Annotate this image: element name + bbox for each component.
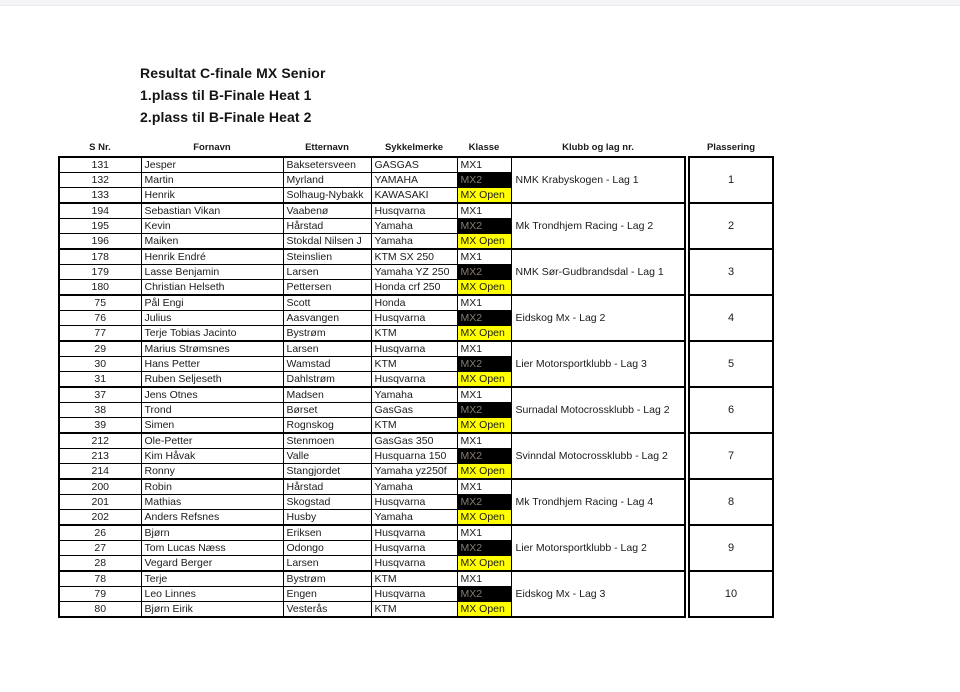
cell-klasse: MX2 xyxy=(457,541,511,556)
cell-snr: 38 xyxy=(59,403,141,418)
cell-snr: 178 xyxy=(59,249,141,265)
cell-klasse: MX Open xyxy=(457,418,511,434)
cell-sykkelmerke: Husqvarna xyxy=(371,372,457,388)
cell-fornavn: Kevin xyxy=(141,219,283,234)
cell-klubb: Lier Motorsportklubb - Lag 3 xyxy=(511,341,685,387)
header-row xyxy=(59,141,773,157)
cell-klasse: MX1 xyxy=(457,157,511,173)
cell-etternavn: Myrland xyxy=(283,173,371,188)
cell-fornavn: Terje xyxy=(141,571,283,587)
cell-etternavn: Wamstad xyxy=(283,357,371,372)
table-row xyxy=(59,295,773,311)
cell-etternavn: Larsen xyxy=(283,265,371,280)
column-header: Klubb og lag nr. xyxy=(562,141,634,153)
cell-sykkelmerke: Honda xyxy=(371,295,457,311)
cell-klasse: MX1 xyxy=(457,341,511,357)
cell-fornavn: Bjørn Eirik xyxy=(141,602,283,618)
cell-klasse: MX Open xyxy=(457,326,511,342)
column-header: Sykkelmerke xyxy=(384,141,444,153)
cell-snr: 28 xyxy=(59,556,141,572)
cell-etternavn: Valle xyxy=(283,449,371,464)
cell-etternavn: Hårstad xyxy=(283,219,371,234)
title-line-heat2: 2.plass til B-Finale Heat 2 xyxy=(140,109,312,125)
cell-plassering: 2 xyxy=(689,203,773,249)
cell-klasse: MX2 xyxy=(457,587,511,602)
cell-sykkelmerke: KTM xyxy=(371,602,457,618)
cell-sykkelmerke: Husqvarna xyxy=(371,495,457,510)
cell-klasse: MX1 xyxy=(457,525,511,541)
cell-klasse: MX2 xyxy=(457,357,511,372)
cell-plassering: 9 xyxy=(689,525,773,571)
cell-sykkelmerke: Yamaha yz250f xyxy=(371,464,457,480)
cell-snr: 79 xyxy=(59,587,141,602)
cell-plassering: 8 xyxy=(689,479,773,525)
cell-plassering: 10 xyxy=(689,571,773,617)
cell-klasse: MX1 xyxy=(457,249,511,265)
cell-etternavn: Aasvangen xyxy=(283,311,371,326)
table-row xyxy=(59,387,773,403)
cell-fornavn: Bjørn xyxy=(141,525,283,541)
cell-snr: 195 xyxy=(59,219,141,234)
cell-fornavn: Sebastian Vikan xyxy=(141,203,283,219)
table-row xyxy=(59,525,773,541)
cell-klasse: MX1 xyxy=(457,387,511,403)
cell-etternavn: Eriksen xyxy=(283,525,371,541)
cell-sykkelmerke: Yamaha xyxy=(371,219,457,234)
cell-fornavn: Leo Linnes xyxy=(141,587,283,602)
cell-sykkelmerke: Husqvarna xyxy=(371,311,457,326)
cell-klasse: MX2 xyxy=(457,311,511,326)
table-row xyxy=(59,571,773,587)
cell-sykkelmerke: KTM xyxy=(371,418,457,434)
cell-fornavn: Hans Petter xyxy=(141,357,283,372)
cell-klasse: MX2 xyxy=(457,173,511,188)
cell-etternavn: Stangjordet xyxy=(283,464,371,480)
cell-sykkelmerke: Husqvarna xyxy=(371,341,457,357)
cell-snr: 26 xyxy=(59,525,141,541)
cell-sykkelmerke: Husqvarna xyxy=(371,556,457,572)
cell-etternavn: Rognskog xyxy=(283,418,371,434)
cell-snr: 214 xyxy=(59,464,141,480)
cell-etternavn: Bystrøm xyxy=(283,326,371,342)
cell-fornavn: Anders Refsnes xyxy=(141,510,283,526)
cell-etternavn: Hårstad xyxy=(283,479,371,495)
cell-snr: 196 xyxy=(59,234,141,250)
cell-fornavn: Julius xyxy=(141,311,283,326)
cell-snr: 77 xyxy=(59,326,141,342)
cell-klasse: MX Open xyxy=(457,464,511,480)
cell-klubb: Lier Motorsportklubb - Lag 2 xyxy=(511,525,685,571)
cell-snr: 29 xyxy=(59,341,141,357)
cell-klasse: MX Open xyxy=(457,188,511,204)
cell-etternavn: Engen xyxy=(283,587,371,602)
cell-fornavn: Trond xyxy=(141,403,283,418)
cell-etternavn: Steinslien xyxy=(283,249,371,265)
cell-klubb: Svinndal Motocrossklubb - Lag 2 xyxy=(511,433,685,479)
cell-klasse: MX1 xyxy=(457,433,511,449)
cell-etternavn: Larsen xyxy=(283,556,371,572)
cell-snr: 201 xyxy=(59,495,141,510)
table-row xyxy=(59,479,773,495)
cell-fornavn: Christian Helseth xyxy=(141,280,283,296)
cell-etternavn: Børset xyxy=(283,403,371,418)
cell-fornavn: Simen xyxy=(141,418,283,434)
cell-fornavn: Lasse Benjamin xyxy=(141,265,283,280)
cell-etternavn: Larsen xyxy=(283,341,371,357)
cell-snr: 31 xyxy=(59,372,141,388)
cell-plassering: 5 xyxy=(689,341,773,387)
column-header: Etternavn xyxy=(305,141,349,153)
cell-fornavn: Tom Lucas Næss xyxy=(141,541,283,556)
cell-sykkelmerke: Yamaha xyxy=(371,479,457,495)
cell-sykkelmerke: Yamaha YZ 250 xyxy=(371,265,457,280)
cell-klubb: Mk Trondhjem Racing - Lag 4 xyxy=(511,479,685,525)
cell-sykkelmerke: KTM xyxy=(371,357,457,372)
cell-fornavn: Vegard Berger xyxy=(141,556,283,572)
cell-klasse: MX1 xyxy=(457,479,511,495)
cell-snr: 80 xyxy=(59,602,141,618)
cell-snr: 39 xyxy=(59,418,141,434)
cell-etternavn: Vaabenø xyxy=(283,203,371,219)
cell-sykkelmerke: Yamaha xyxy=(371,234,457,250)
cell-snr: 132 xyxy=(59,173,141,188)
cell-fornavn: Kim Håvak xyxy=(141,449,283,464)
cell-snr: 76 xyxy=(59,311,141,326)
cell-sykkelmerke: KTM SX 250 xyxy=(371,249,457,265)
cell-sykkelmerke: KTM xyxy=(371,326,457,342)
cell-sykkelmerke: GASGAS xyxy=(371,157,457,173)
cell-fornavn: Terje Tobias Jacinto xyxy=(141,326,283,342)
cell-fornavn: Robin xyxy=(141,479,283,495)
table-row xyxy=(59,433,773,449)
cell-sykkelmerke: GasGas xyxy=(371,403,457,418)
cell-fornavn: Marius Strømsnes xyxy=(141,341,283,357)
column-header: Klasse xyxy=(468,141,500,153)
table-head xyxy=(59,141,773,157)
cell-etternavn: Bystrøm xyxy=(283,571,371,587)
table-body xyxy=(59,157,773,617)
cell-snr: 75 xyxy=(59,295,141,311)
table-row xyxy=(59,249,773,265)
cell-klasse: MX2 xyxy=(457,403,511,418)
page-top-band xyxy=(0,0,960,6)
cell-klasse: MX2 xyxy=(457,265,511,280)
cell-klubb: NMK Sør-Gudbrandsdal - Lag 1 xyxy=(511,249,685,295)
table-row xyxy=(59,157,773,173)
cell-sykkelmerke: Honda crf 250 xyxy=(371,280,457,296)
cell-klasse: MX2 xyxy=(457,495,511,510)
results-table xyxy=(58,141,774,618)
cell-klasse: MX Open xyxy=(457,372,511,388)
cell-plassering: 3 xyxy=(689,249,773,295)
cell-fornavn: Henrik Endré xyxy=(141,249,283,265)
cell-klasse: MX Open xyxy=(457,556,511,572)
cell-plassering: 6 xyxy=(689,387,773,433)
document-title-block xyxy=(140,62,326,128)
table-row xyxy=(59,341,773,357)
cell-etternavn: Odongo xyxy=(283,541,371,556)
cell-fornavn: Martin xyxy=(141,173,283,188)
cell-etternavn: Solhaug-Nybakk xyxy=(283,188,371,204)
cell-fornavn: Jens Otnes xyxy=(141,387,283,403)
cell-etternavn: Stokdal Nilsen J xyxy=(283,234,371,250)
cell-etternavn: Baksetersveen xyxy=(283,157,371,173)
cell-etternavn: Husby xyxy=(283,510,371,526)
cell-fornavn: Ole-Petter xyxy=(141,433,283,449)
cell-klasse: MX Open xyxy=(457,510,511,526)
cell-etternavn: Madsen xyxy=(283,387,371,403)
cell-sykkelmerke: Husqvarna xyxy=(371,587,457,602)
cell-fornavn: Maiken xyxy=(141,234,283,250)
cell-klasse: MX Open xyxy=(457,602,511,618)
cell-klasse: MX1 xyxy=(457,571,511,587)
cell-plassering: 1 xyxy=(689,157,773,203)
page-title: Resultat C-finale MX Senior xyxy=(140,65,326,81)
cell-snr: 179 xyxy=(59,265,141,280)
cell-sykkelmerke: Yamaha xyxy=(371,510,457,526)
cell-sykkelmerke: Husqvarna xyxy=(371,203,457,219)
cell-klasse: MX1 xyxy=(457,295,511,311)
cell-klasse: MX1 xyxy=(457,203,511,219)
title-line-heat1: 1.plass til B-Finale Heat 1 xyxy=(140,87,312,103)
column-header: Fornavn xyxy=(193,141,231,153)
cell-klubb: NMK Krabyskogen - Lag 1 xyxy=(511,157,685,203)
cell-klubb: Eidskog Mx - Lag 2 xyxy=(511,295,685,341)
cell-etternavn: Vesterås xyxy=(283,602,371,618)
column-header: S Nr. xyxy=(89,141,111,153)
cell-sykkelmerke: GasGas 350 xyxy=(371,433,457,449)
cell-snr: 30 xyxy=(59,357,141,372)
cell-etternavn: Skogstad xyxy=(283,495,371,510)
cell-fornavn: Henrik xyxy=(141,188,283,204)
cell-snr: 131 xyxy=(59,157,141,173)
cell-plassering: 4 xyxy=(689,295,773,341)
cell-sykkelmerke: KTM xyxy=(371,571,457,587)
cell-sykkelmerke: Husquarna 150 xyxy=(371,449,457,464)
cell-klubb: Surnadal Motocrossklubb - Lag 2 xyxy=(511,387,685,433)
cell-etternavn: Pettersen xyxy=(283,280,371,296)
cell-snr: 194 xyxy=(59,203,141,219)
cell-etternavn: Scott xyxy=(283,295,371,311)
cell-klubb: Eidskog Mx - Lag 3 xyxy=(511,571,685,617)
cell-sykkelmerke: YAMAHA xyxy=(371,173,457,188)
cell-sykkelmerke: KAWASAKI xyxy=(371,188,457,204)
table-row xyxy=(59,203,773,219)
cell-snr: 202 xyxy=(59,510,141,526)
cell-snr: 37 xyxy=(59,387,141,403)
column-header: Plassering xyxy=(706,141,756,153)
cell-fornavn: Ruben Seljeseth xyxy=(141,372,283,388)
cell-fornavn: Jesper xyxy=(141,157,283,173)
cell-klasse: MX Open xyxy=(457,234,511,250)
cell-sykkelmerke: Husqvarna xyxy=(371,541,457,556)
cell-sykkelmerke: Yamaha xyxy=(371,387,457,403)
cell-snr: 133 xyxy=(59,188,141,204)
cell-fornavn: Ronny xyxy=(141,464,283,480)
cell-klasse: MX2 xyxy=(457,219,511,234)
cell-klubb: Mk Trondhjem Racing - Lag 2 xyxy=(511,203,685,249)
cell-snr: 78 xyxy=(59,571,141,587)
cell-snr: 180 xyxy=(59,280,141,296)
cell-snr: 213 xyxy=(59,449,141,464)
cell-plassering: 7 xyxy=(689,433,773,479)
cell-klasse: MX Open xyxy=(457,280,511,296)
cell-etternavn: Dahlstrøm xyxy=(283,372,371,388)
cell-fornavn: Pål Engi xyxy=(141,295,283,311)
cell-snr: 212 xyxy=(59,433,141,449)
cell-snr: 200 xyxy=(59,479,141,495)
cell-etternavn: Stenmoen xyxy=(283,433,371,449)
results-area xyxy=(58,141,774,618)
cell-fornavn: Mathias xyxy=(141,495,283,510)
cell-sykkelmerke: Husqvarna xyxy=(371,525,457,541)
cell-klasse: MX2 xyxy=(457,449,511,464)
cell-snr: 27 xyxy=(59,541,141,556)
